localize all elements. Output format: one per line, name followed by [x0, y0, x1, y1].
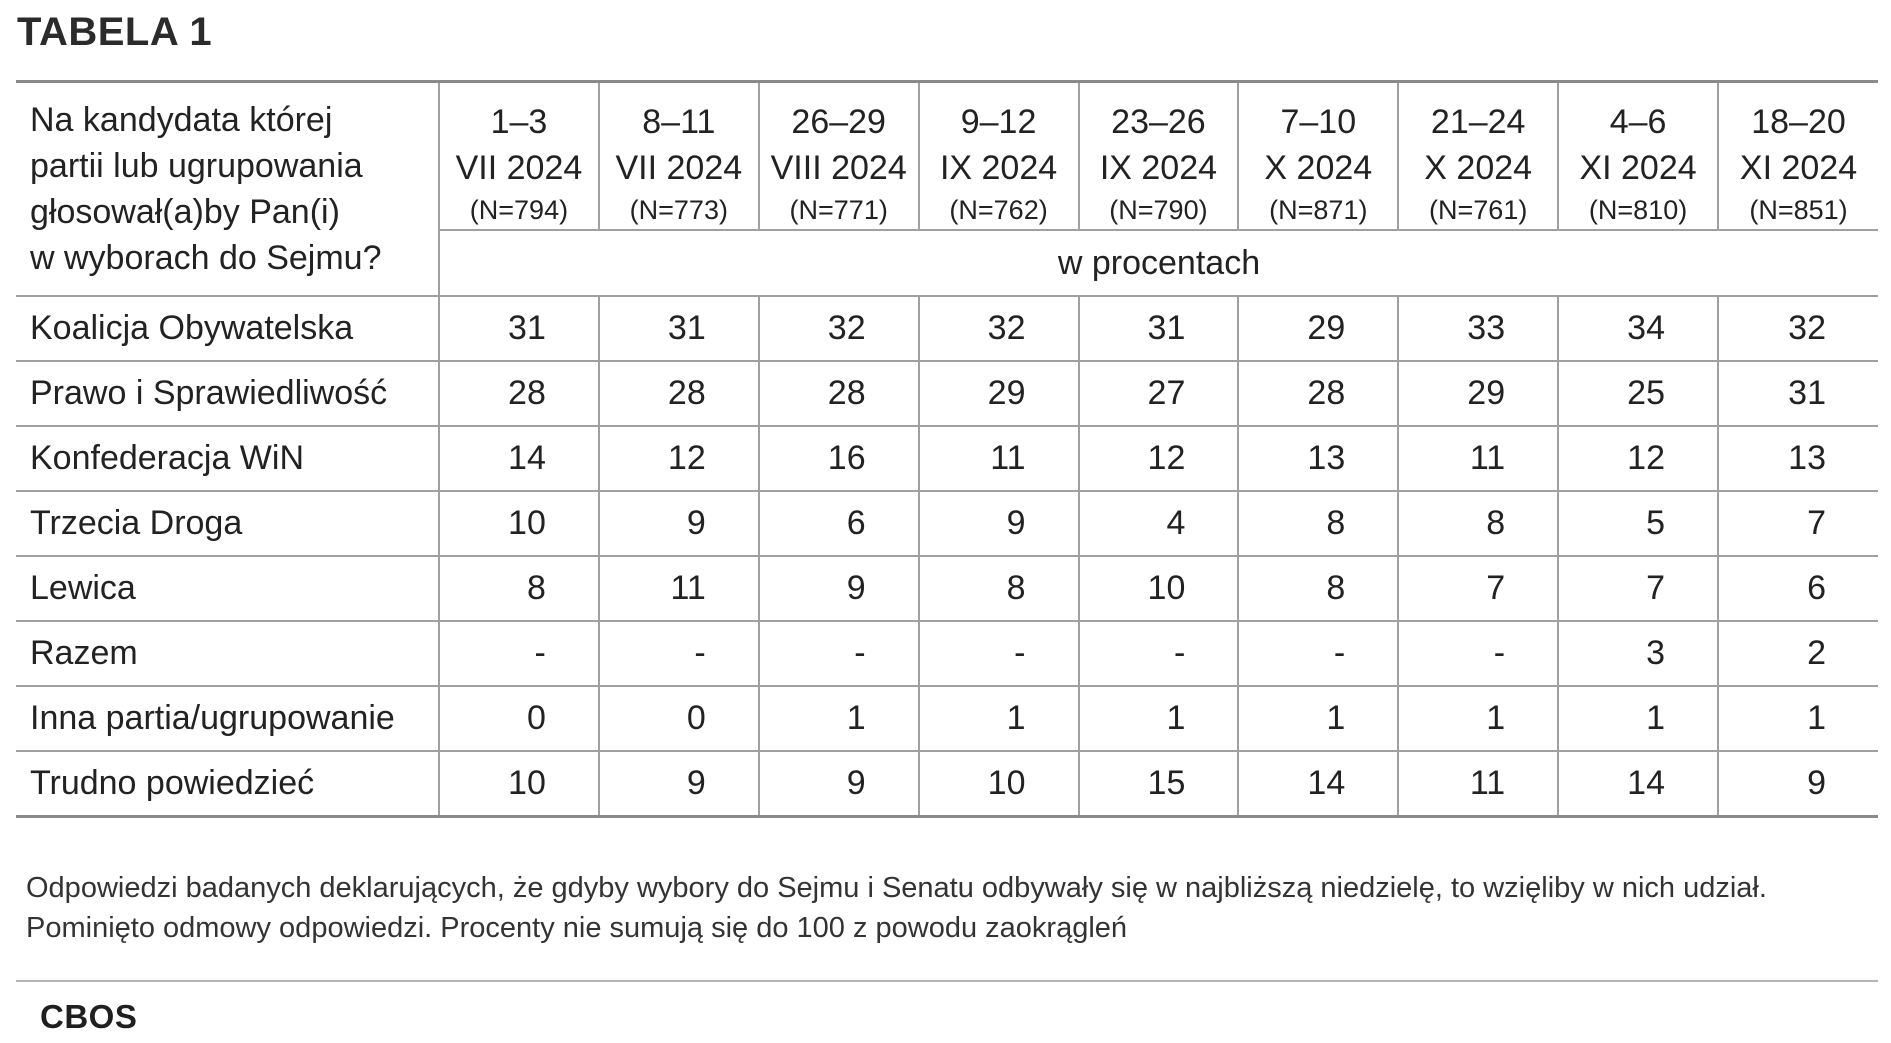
table-row: [16, 361, 1878, 426]
table-cell: 29: [1398, 361, 1558, 426]
table-cell: 8: [1398, 491, 1558, 556]
question-line: partii lub ugrupowania: [30, 147, 363, 185]
table-cell: 27: [1079, 361, 1239, 426]
table-cell: 11: [1398, 751, 1558, 817]
table-cell: 13: [1238, 426, 1398, 491]
table-cell: 14: [1558, 751, 1718, 817]
table-cell: 12: [599, 426, 759, 491]
column-header: 4–6 XI 2024 (N=810): [1558, 82, 1718, 231]
row-label: Razem: [16, 621, 439, 686]
table-note: Odpowiedzi badanych deklarujących, że gdyby wybory do Sejmu i Senatu odbywały się w najbliższą niedzielę, to wzięliby w nich udział. Pominięto odmowy odpowiedzi. Procenty nie sumują się do 100 z powodu zaokrągleń: [26, 872, 1767, 944]
table-cell: 28: [439, 361, 599, 426]
row-label: Koalicja Obywatelska: [16, 296, 439, 361]
row-label: Prawo i Sprawiedliwość: [16, 361, 439, 426]
table-cell: 1: [1718, 686, 1878, 751]
table-cell: 3: [1558, 621, 1718, 686]
table-cell: 10: [439, 751, 599, 817]
table-cell: 1: [1558, 686, 1718, 751]
table-cell: 7: [1718, 491, 1878, 556]
table-cell: 9: [759, 751, 919, 817]
table-cell: 31: [599, 296, 759, 361]
table-cell: 16: [759, 426, 919, 491]
table-cell: 8: [1238, 556, 1398, 621]
table-cell: -: [1398, 621, 1558, 686]
results-table-container: [16, 80, 1878, 818]
table-cell: -: [599, 621, 759, 686]
table-cell: -: [439, 621, 599, 686]
table-cell: 25: [1558, 361, 1718, 426]
column-header: 7–10 X 2024 (N=871): [1238, 82, 1398, 231]
header-row: [16, 82, 1878, 231]
table-row: [16, 621, 1878, 686]
table-row: [16, 491, 1878, 556]
table-cell: 10: [1079, 556, 1239, 621]
column-header: 26–29 VIII 2024 (N=771): [759, 82, 919, 231]
table-body: [16, 296, 1878, 817]
table-cell: 0: [439, 686, 599, 751]
column-header: 18–20 XI 2024 (N=851): [1718, 82, 1878, 231]
table-cell: 9: [599, 491, 759, 556]
column-header: 1–3 VII 2024 (N=794): [439, 82, 599, 231]
table-cell: 1: [1079, 686, 1239, 751]
table-cell: 12: [1558, 426, 1718, 491]
row-label: Lewica: [16, 556, 439, 621]
table-cell: 11: [919, 426, 1079, 491]
table-cell: -: [759, 621, 919, 686]
table-cell: 32: [1718, 296, 1878, 361]
table-row: [16, 686, 1878, 751]
row-label: Trzecia Droga: [16, 491, 439, 556]
table-cell: 8: [439, 556, 599, 621]
table-cell: 34: [1558, 296, 1718, 361]
table-cell: 9: [919, 491, 1079, 556]
table-cell: 14: [439, 426, 599, 491]
results-table: [16, 80, 1878, 818]
table-cell: 6: [1718, 556, 1878, 621]
table-cell: 8: [919, 556, 1079, 621]
table-cell: 2: [1718, 621, 1878, 686]
table-row: [16, 751, 1878, 817]
table-cell: 10: [439, 491, 599, 556]
row-label: Konfederacja WiN: [16, 426, 439, 491]
table-cell: 7: [1398, 556, 1558, 621]
table-cell: 4: [1079, 491, 1239, 556]
table-cell: 9: [759, 556, 919, 621]
table-cell: 32: [919, 296, 1079, 361]
source-label: CBOS: [40, 998, 138, 1035]
table-cell: 11: [599, 556, 759, 621]
question-line: Na kandydata której: [30, 101, 333, 139]
table-cell: 28: [759, 361, 919, 426]
unit-label: w procentach: [439, 230, 1878, 296]
table-cell: 31: [1079, 296, 1239, 361]
table-cell: 15: [1079, 751, 1239, 817]
table-cell: 28: [1238, 361, 1398, 426]
table-cell: 1: [919, 686, 1079, 751]
table-cell: 28: [599, 361, 759, 426]
table-row: [16, 426, 1878, 491]
table-cell: 1: [1238, 686, 1398, 751]
table-cell: 29: [1238, 296, 1398, 361]
table-cell: -: [919, 621, 1079, 686]
table-cell: 1: [759, 686, 919, 751]
table-cell: -: [1238, 621, 1398, 686]
row-label: Trudno powiedzieć: [16, 751, 439, 817]
table-cell: 29: [919, 361, 1079, 426]
question-header: [16, 82, 439, 297]
table-row: [16, 296, 1878, 361]
table-cell: 5: [1558, 491, 1718, 556]
table-cell: 11: [1398, 426, 1558, 491]
row-label: Inna partia/ugrupowanie: [16, 686, 439, 751]
column-header: 23–26 IX 2024 (N=790): [1079, 82, 1239, 231]
question-line: głosował(a)by Pan(i): [30, 193, 340, 231]
table-cell: -: [1079, 621, 1239, 686]
table-cell: 12: [1079, 426, 1239, 491]
table-cell: 13: [1718, 426, 1878, 491]
table-cell: 7: [1558, 556, 1718, 621]
table-cell: 6: [759, 491, 919, 556]
table-cell: 1: [1398, 686, 1558, 751]
table-cell: 0: [599, 686, 759, 751]
divider: [16, 980, 1878, 982]
table-row: [16, 556, 1878, 621]
column-header: 9–12 IX 2024 (N=762): [919, 82, 1079, 231]
column-header: 8–11 VII 2024 (N=773): [599, 82, 759, 231]
table-cell: 9: [599, 751, 759, 817]
question-line: w wyborach do Sejmu?: [30, 239, 382, 277]
table-cell: 14: [1238, 751, 1398, 817]
table-cell: 33: [1398, 296, 1558, 361]
table-title: TABELA 1: [17, 10, 213, 54]
table-cell: 31: [439, 296, 599, 361]
table-cell: 8: [1238, 491, 1398, 556]
column-header: 21–24 X 2024 (N=761): [1398, 82, 1558, 231]
table-cell: 9: [1718, 751, 1878, 817]
table-cell: 10: [919, 751, 1079, 817]
table-cell: 31: [1718, 361, 1878, 426]
table-cell: 32: [759, 296, 919, 361]
